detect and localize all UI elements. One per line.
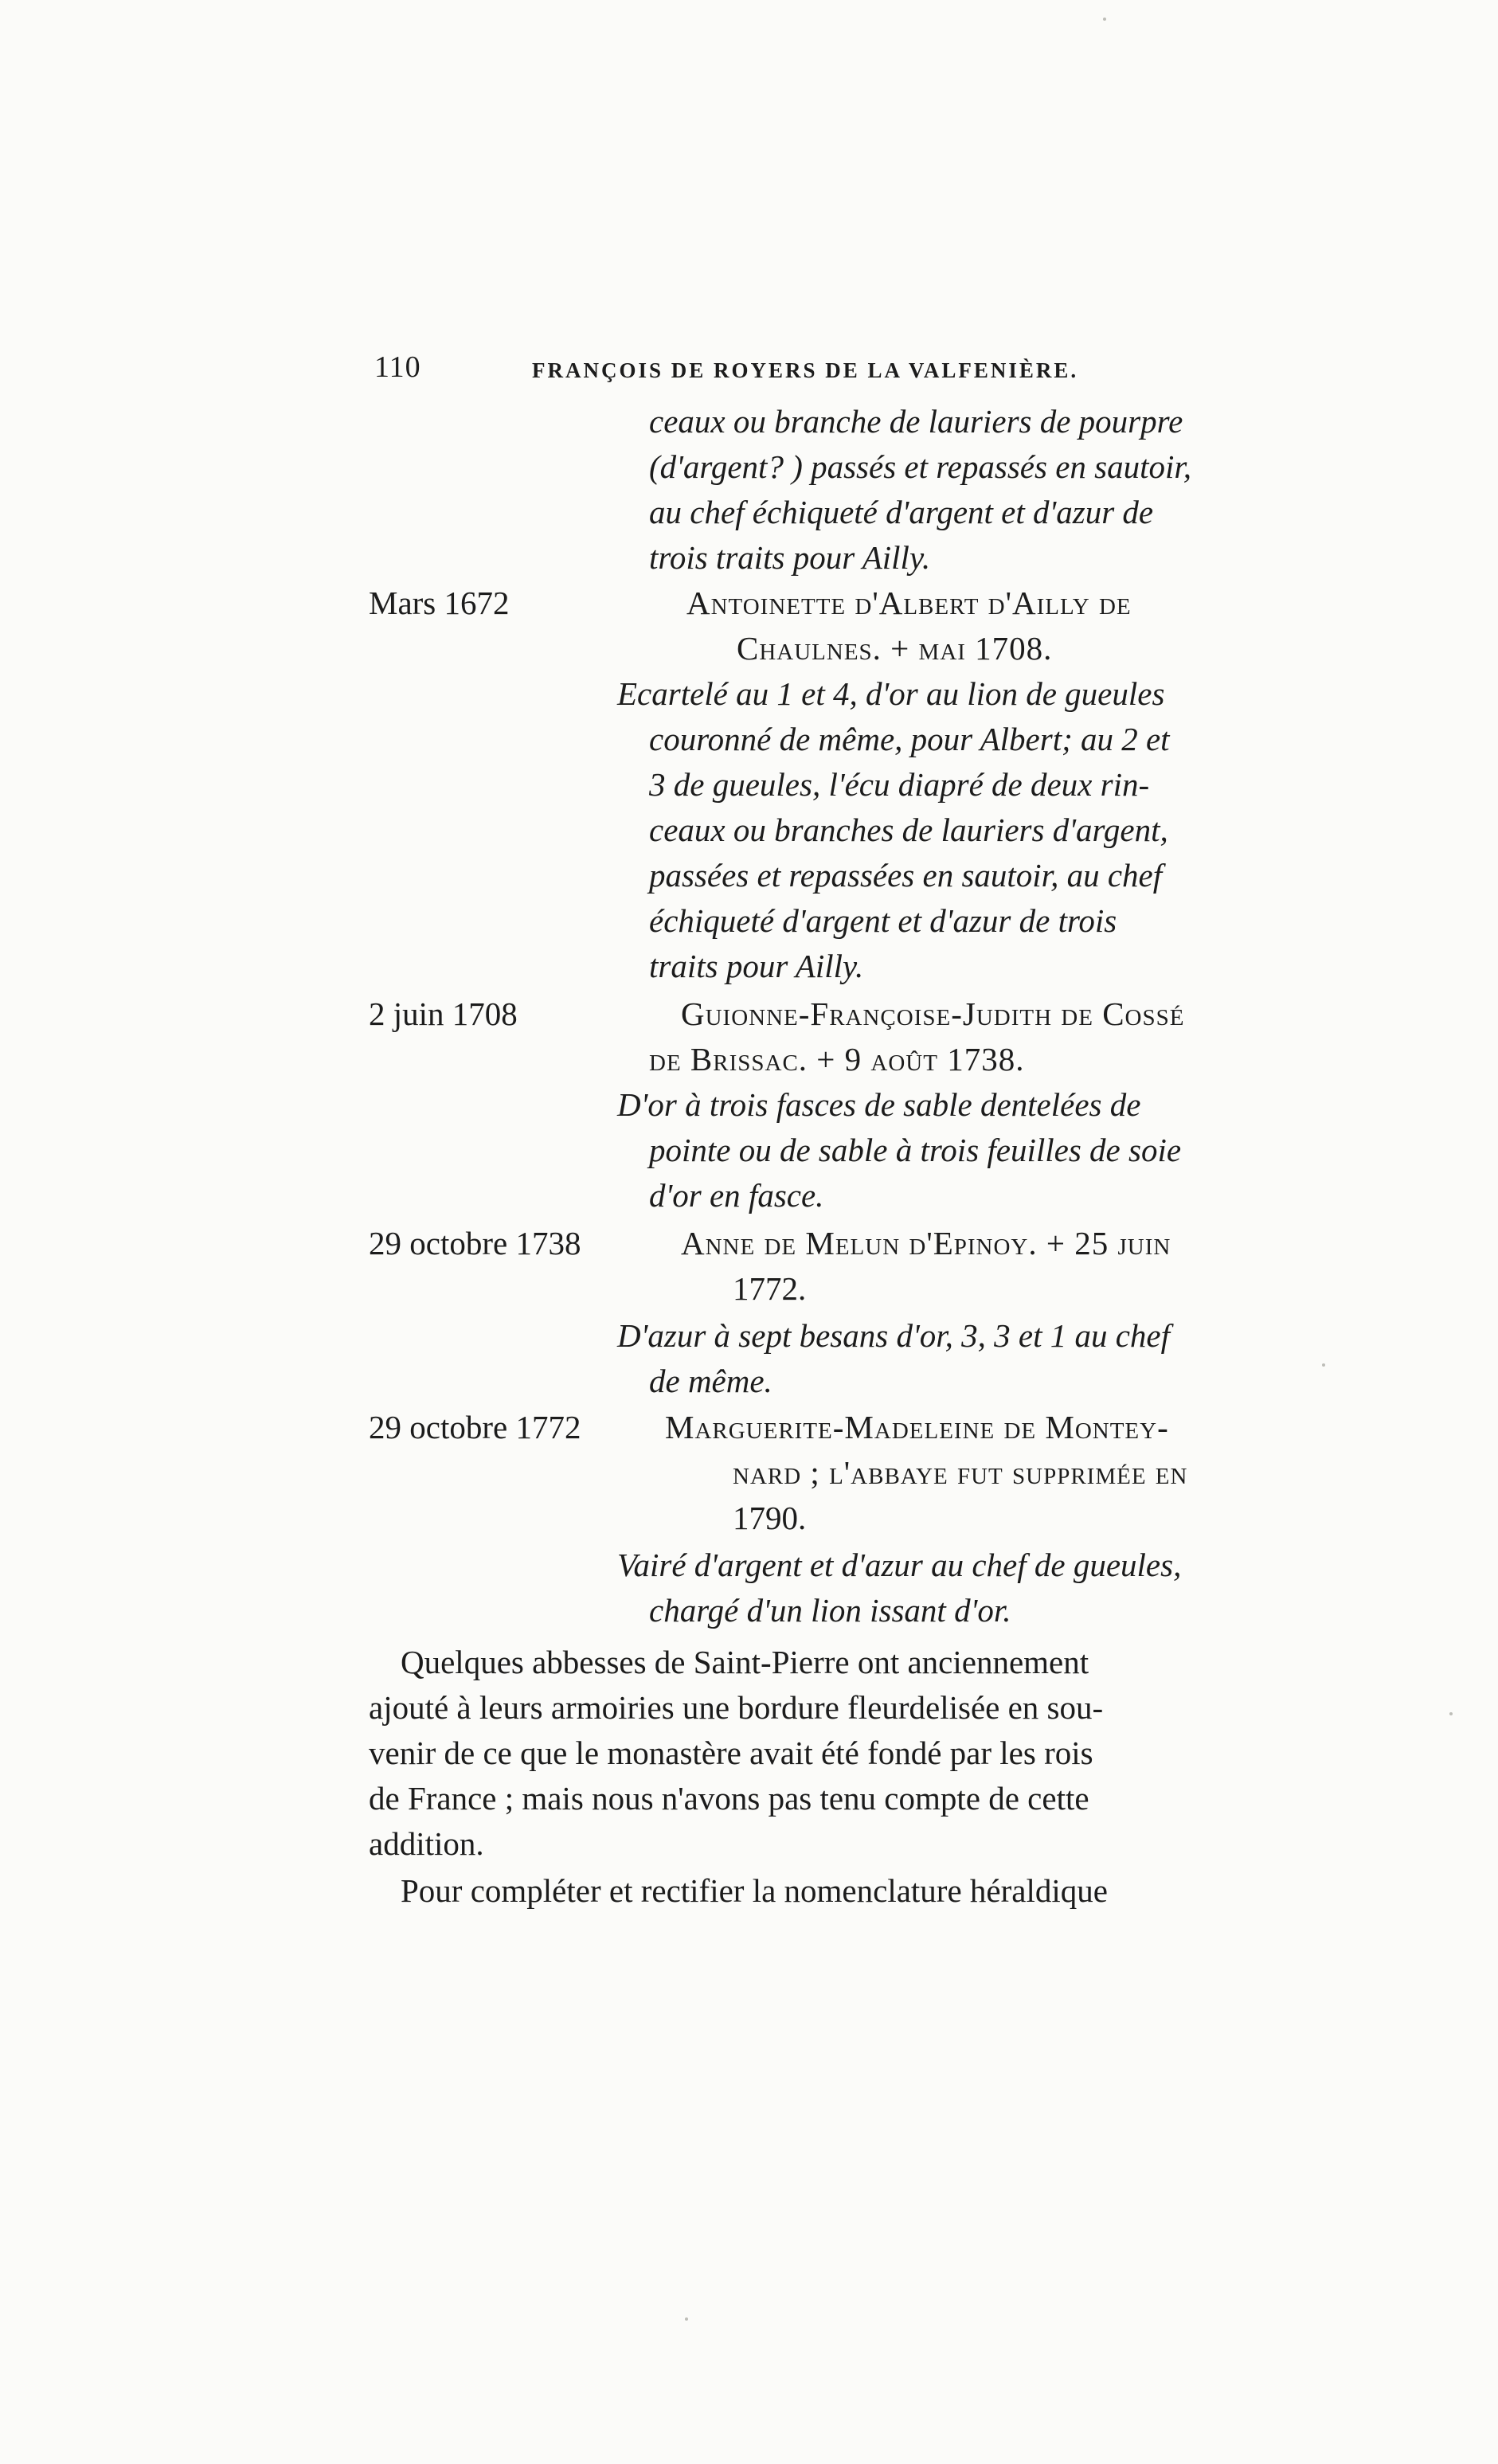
arms-line: Ecartelé au 1 et 4, d'or au lion de gueules <box>617 675 1165 712</box>
paragraph-line: ajouté à leurs armoiries une bordure fleurdelisée en sou- <box>369 1689 1104 1726</box>
abbess-name: 1790. <box>733 1500 807 1536</box>
arms-line: 3 de gueules, l'écu diapré de deux rin- <box>649 766 1150 803</box>
arms-line: d'or en fasce. <box>649 1177 824 1214</box>
paper-speck <box>685 2317 688 2321</box>
abbess-name: de Brissac. + 9 août 1738. <box>649 1041 1025 1078</box>
entry-date: 29 octobre 1738 <box>369 1225 581 1261</box>
paper-speck <box>1322 1363 1325 1367</box>
arms-line: chargé d'un lion issant d'or. <box>649 1592 1011 1629</box>
arms-line: D'azur à sept besans d'or, 3, 3 et 1 au chef <box>617 1317 1170 1354</box>
continuation-line: ceaux ou branche de lauriers de pourpre <box>649 403 1183 440</box>
paragraph-line: addition. <box>369 1825 484 1862</box>
paper-speck <box>1103 18 1106 21</box>
paragraph-line: venir de ce que le monastère avait été fondé par les rois <box>369 1735 1093 1771</box>
arms-line: ceaux ou branches de lauriers d'argent, <box>649 812 1168 848</box>
arms-line: échiqueté d'argent et d'azur de trois <box>649 902 1117 939</box>
continuation-line: au chef échiqueté d'argent et d'azur de <box>649 494 1154 530</box>
arms-line: couronné de même, pour Albert; au 2 et <box>649 721 1170 757</box>
abbess-name: Chaulnes. + mai 1708. <box>737 630 1053 667</box>
abbess-name: nard ; l'abbaye fut supprimée en <box>733 1454 1188 1491</box>
arms-line: traits pour Ailly. <box>649 948 864 984</box>
paragraph-line: Pour compléter et rectifier la nomenclature héraldique <box>401 1872 1108 1909</box>
abbess-name: Anne de Melun d'Epinoy. + 25 juin <box>681 1225 1171 1261</box>
abbess-name: Guionne-Françoise-Judith de Cossé <box>681 995 1185 1032</box>
abbess-name: 1772. <box>733 1270 807 1307</box>
running-title: FRANÇOIS DE ROYERS DE LA VALFENIÈRE. <box>532 358 1079 382</box>
paragraph-line: de France ; mais nous n'avons pas tenu compte de cette <box>369 1780 1089 1817</box>
arms-line: Vairé d'argent et d'azur au chef de gueules, <box>617 1547 1182 1583</box>
arms-line: pointe ou de sable à trois feuilles de soie <box>649 1132 1182 1168</box>
arms-line: passées et repassées en sautoir, au chef <box>649 857 1163 894</box>
continuation-line: (d'argent? ) passés et repassés en sautoir, <box>649 448 1192 485</box>
continuation-line: trois traits pour Ailly. <box>649 539 931 576</box>
entry-date: Mars 1672 <box>369 585 510 621</box>
page-number: 110 <box>374 350 421 384</box>
paragraph-line: Quelques abbesses de Saint-Pierre ont anciennement <box>401 1644 1089 1680</box>
entry-date: 29 octobre 1772 <box>369 1409 581 1445</box>
abbess-name: Marguerite-Madeleine de Montey- <box>665 1409 1169 1445</box>
paper-speck <box>1449 1712 1453 1715</box>
entry-date: 2 juin 1708 <box>369 995 518 1032</box>
arms-line: D'or à trois fasces de sable dentelées de <box>617 1086 1141 1123</box>
abbess-name: Antoinette d'Albert d'Ailly de <box>686 585 1132 621</box>
arms-line: de même. <box>649 1363 772 1399</box>
